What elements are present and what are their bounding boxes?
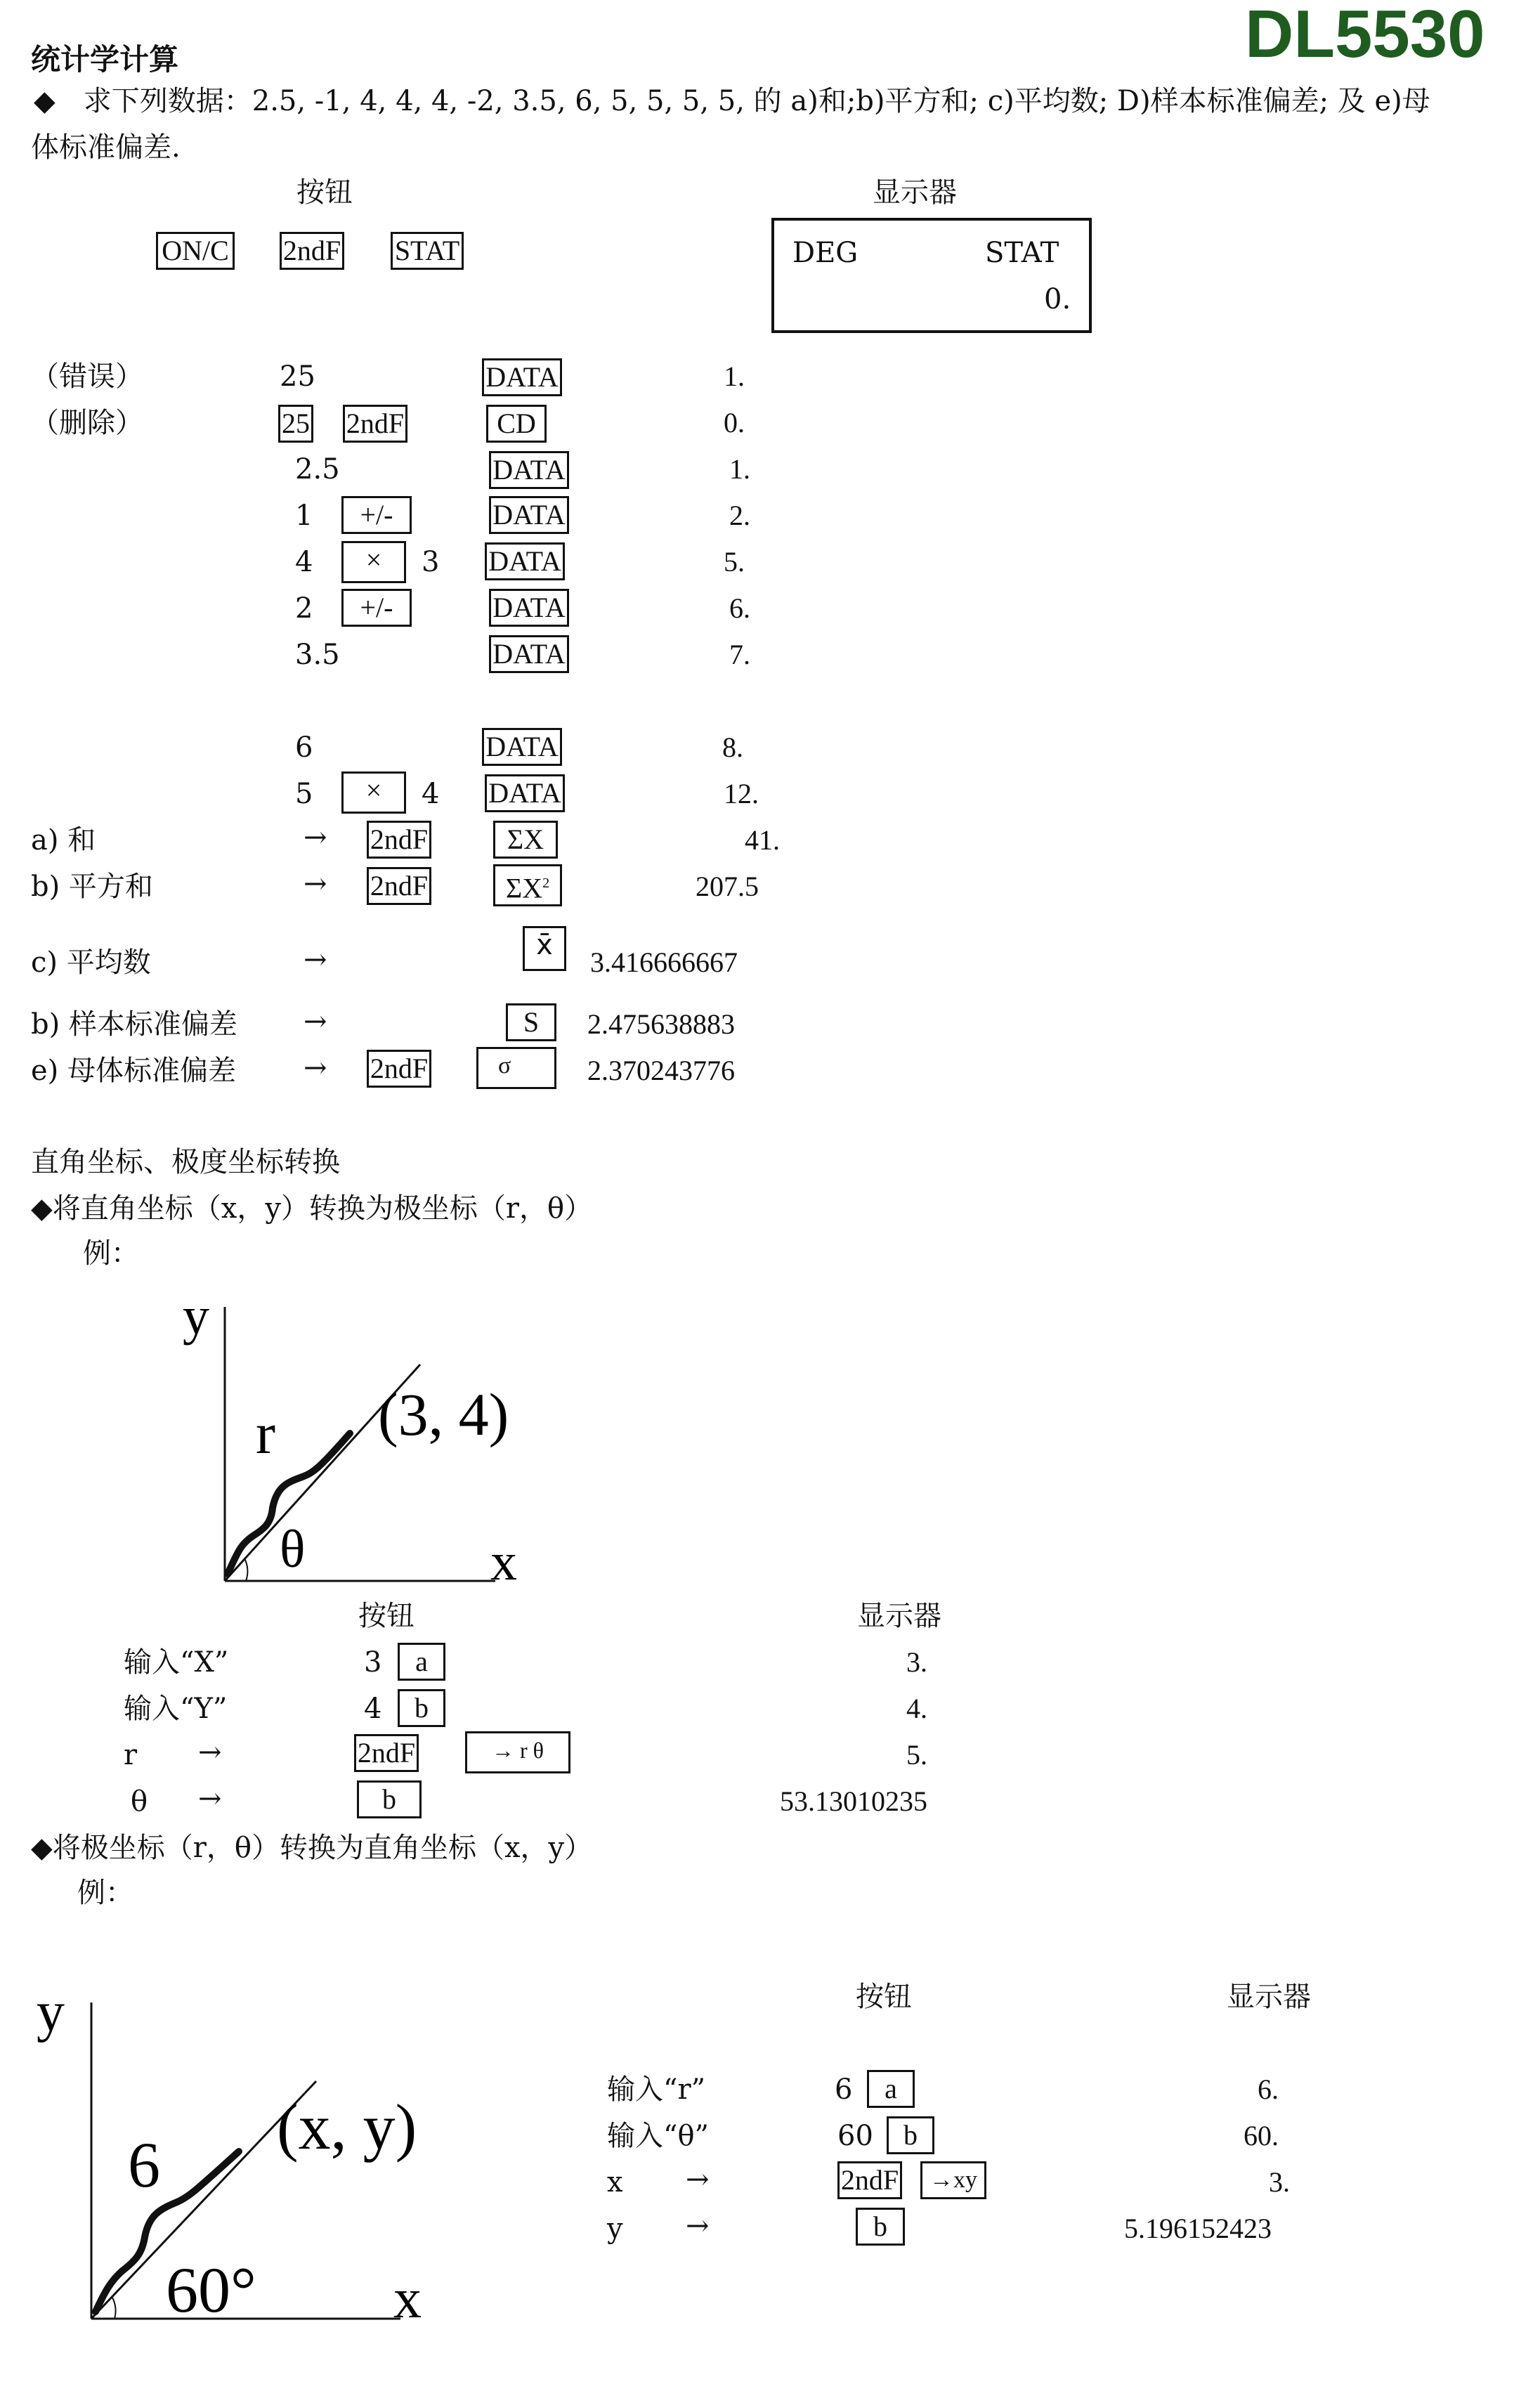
intro-text: ◆ 求下列数据：2.5, -1, 4, 4, 4, -2, 3.5, 6, 5, 5, 5, 5, 的 a)和;b)平方和; c)平均数; D)样本标准偏差; 及 e)母	[34, 85, 1430, 117]
display-stat: STAT	[985, 237, 1059, 269]
arrow-icon: →	[304, 1052, 327, 1084]
point-label: (x, y)	[277, 2091, 417, 2163]
2ndf-key[interactable]: 2ndF	[343, 405, 407, 443]
2ndf-key[interactable]: 2ndF	[367, 821, 431, 859]
input-theta-value: 60	[837, 2120, 873, 2152]
rect-to-polar-diagram	[155, 1279, 548, 1588]
entry-value: 0.	[724, 407, 745, 438]
stat-key[interactable]: STAT	[391, 232, 464, 270]
b-key[interactable]: b	[887, 2116, 934, 2154]
entry-input: 4	[295, 546, 313, 578]
2ndf-key[interactable]: 2ndF	[354, 1734, 419, 1772]
entry-input: 2	[295, 592, 313, 625]
sign-key[interactable]: +/-	[341, 496, 412, 534]
input-y-label: 输入“Y”	[124, 1693, 228, 1725]
result-label-mean: c) 平均数	[31, 946, 151, 979]
x-label: x	[607, 2166, 623, 2199]
to-polar-title: ◆将直角坐标（x，y）转换为极坐标（r，θ）	[31, 1192, 593, 1225]
data-key[interactable]: DATA	[482, 728, 562, 766]
arrow-icon: →	[686, 2210, 710, 2242]
result-value: 41.	[745, 824, 780, 856]
entry-value: 6.	[729, 592, 750, 624]
sum-x2-key[interactable]	[493, 864, 562, 906]
pop-sd-key[interactable]: σ	[476, 1047, 556, 1089]
angle-arc	[244, 1558, 247, 1581]
y-axis-label: y	[37, 1981, 65, 2043]
buttons-header: 按钮	[358, 1600, 415, 1632]
example-label: 例：	[83, 1237, 139, 1270]
input-theta-label: 输入“θ”	[607, 2120, 709, 2152]
input-x-value: 3	[364, 1646, 382, 1679]
display-header: 显示器	[873, 176, 957, 209]
entry-value: 8.	[722, 731, 743, 763]
data-key[interactable]: DATA	[489, 589, 569, 627]
result-label-sample-sd: b) 样本标准偏差	[31, 1008, 237, 1041]
data-key[interactable]: DATA	[482, 358, 562, 396]
arrow-icon: →	[198, 1783, 222, 1815]
result-value: 3.416666667	[590, 946, 738, 978]
sum-x-key[interactable]: ΣX	[493, 821, 558, 859]
calculator-display	[771, 218, 1092, 333]
result-value: 207.5	[696, 871, 759, 902]
entry-input: 2.5	[295, 453, 340, 486]
b-key[interactable]: b	[398, 1689, 445, 1727]
multiply-key[interactable]: ×	[341, 541, 406, 583]
theta-label: θ	[131, 1785, 148, 1818]
2ndf-key[interactable]: 2ndF	[280, 232, 344, 270]
buttons-header: 按钮	[296, 176, 353, 209]
r-label: r	[124, 1739, 138, 1771]
angle-arc	[112, 2298, 115, 2319]
radius-label: r	[256, 1401, 275, 1466]
result-label-pop-sd: e) 母体标准偏差	[31, 1055, 236, 1087]
display-value: 3.	[1269, 2166, 1290, 2198]
data-key[interactable]: DATA	[489, 635, 569, 673]
display-value: 5.196152423	[1124, 2213, 1272, 2244]
2ndf-key[interactable]: 2ndF	[367, 867, 431, 905]
data-key[interactable]: DATA	[489, 451, 569, 489]
arrow-icon: →	[686, 2163, 710, 2196]
data-key[interactable]: DATA	[485, 542, 565, 580]
multiply-key[interactable]: ×	[341, 771, 406, 814]
polar-to-rect-diagram	[28, 1967, 464, 2333]
mean-key[interactable]: x̄	[523, 926, 566, 971]
entry-value: 7.	[729, 639, 750, 670]
display-value: 53.13010235	[780, 1785, 927, 1817]
brand-logo: DL5530	[1245, 0, 1485, 72]
result-label-sumsq: b) 平方和	[31, 871, 153, 903]
result-value: 2.475638883	[587, 1008, 735, 1040]
example-label: 例：	[77, 1877, 133, 1909]
entry-value: 1.	[729, 453, 750, 485]
arrow-icon: →	[304, 944, 327, 976]
entry-value: 12.	[724, 778, 759, 809]
a-key[interactable]: a	[867, 2070, 915, 2108]
sum-x2-sup: 2	[542, 875, 550, 891]
entry-input: 1	[295, 500, 313, 532]
entry-key-25[interactable]: 25	[278, 405, 313, 443]
b-key[interactable]: b	[357, 1780, 422, 1818]
arrow-icon: →	[198, 1736, 222, 1769]
input-y-value: 4	[364, 1693, 382, 1725]
result-label-sum: a) 和	[31, 824, 96, 857]
entry-input: 5	[295, 778, 313, 810]
b-key[interactable]: b	[856, 2208, 905, 2246]
2ndf-key[interactable]: 2ndF	[367, 1050, 431, 1088]
entry-input: 25	[280, 360, 315, 393]
on-c-key[interactable]: ON/C	[156, 232, 235, 270]
display-value: 4.	[906, 1693, 927, 1724]
display-value: 60.	[1244, 2120, 1279, 2151]
result-value: 2.370243776	[587, 1055, 735, 1086]
coord-section-title: 直角坐标、极度坐标转换	[31, 1146, 340, 1178]
entry-input: 6	[295, 731, 313, 764]
data-key[interactable]: DATA	[489, 496, 569, 534]
arrow-icon: →	[304, 821, 327, 854]
to-polar-key[interactable]: → r θ	[465, 1731, 570, 1773]
delete-label: （删除）	[31, 407, 143, 439]
a-key[interactable]: a	[398, 1643, 445, 1681]
entry-multiplier: 3	[422, 546, 440, 578]
page-title: 统计学计算	[31, 42, 179, 77]
angle-label: 60°	[166, 2254, 256, 2326]
2ndf-key[interactable]: 2ndF	[837, 2161, 902, 2199]
data-key[interactable]: DATA	[485, 774, 565, 812]
entry-input: 3.5	[295, 639, 340, 671]
display-header: 显示器	[1227, 1981, 1311, 2013]
sum-x2-label: ΣX	[505, 872, 543, 904]
point-label: (3, 4)	[378, 1381, 509, 1448]
display-value: 5.	[906, 1739, 927, 1771]
entry-multiplier: 4	[422, 778, 440, 810]
intro-text-cont: 体标准偏差.	[31, 131, 181, 164]
display-mode: DEG	[792, 237, 859, 269]
display-value: 6.	[1258, 2073, 1279, 2105]
to-rect-key[interactable]: →xy	[920, 2161, 986, 2199]
theta-label: θ	[280, 1520, 306, 1579]
error-label: （错误）	[31, 360, 143, 393]
input-r-value: 6	[835, 2073, 853, 2106]
display-value: 3.	[906, 1646, 927, 1678]
entry-value: 5.	[724, 546, 745, 578]
buttons-header: 按钮	[856, 1981, 912, 2013]
display-value: 0.	[1044, 283, 1071, 315]
y-axis-label: y	[183, 1287, 209, 1346]
input-x-label: 输入“X”	[124, 1646, 229, 1679]
arrow-icon: →	[304, 1005, 327, 1038]
y-label: y	[607, 2213, 623, 2245]
input-r-label: 输入“r”	[607, 2073, 706, 2106]
display-header: 显示器	[857, 1600, 941, 1632]
entry-value: 1.	[724, 360, 745, 392]
entry-value: 2.	[729, 500, 750, 531]
x-axis-label: x	[393, 2268, 422, 2330]
sign-key[interactable]: +/-	[341, 589, 412, 627]
to-rect-title: ◆将极坐标（r，θ）转换为直角坐标（x，y）	[31, 1832, 593, 1864]
sample-sd-key[interactable]: S	[506, 1003, 556, 1041]
x-axis-label: x	[490, 1532, 517, 1588]
cd-key[interactable]: CD	[486, 405, 547, 443]
arrow-icon: →	[304, 868, 327, 900]
radius-label: 6	[128, 2129, 160, 2201]
